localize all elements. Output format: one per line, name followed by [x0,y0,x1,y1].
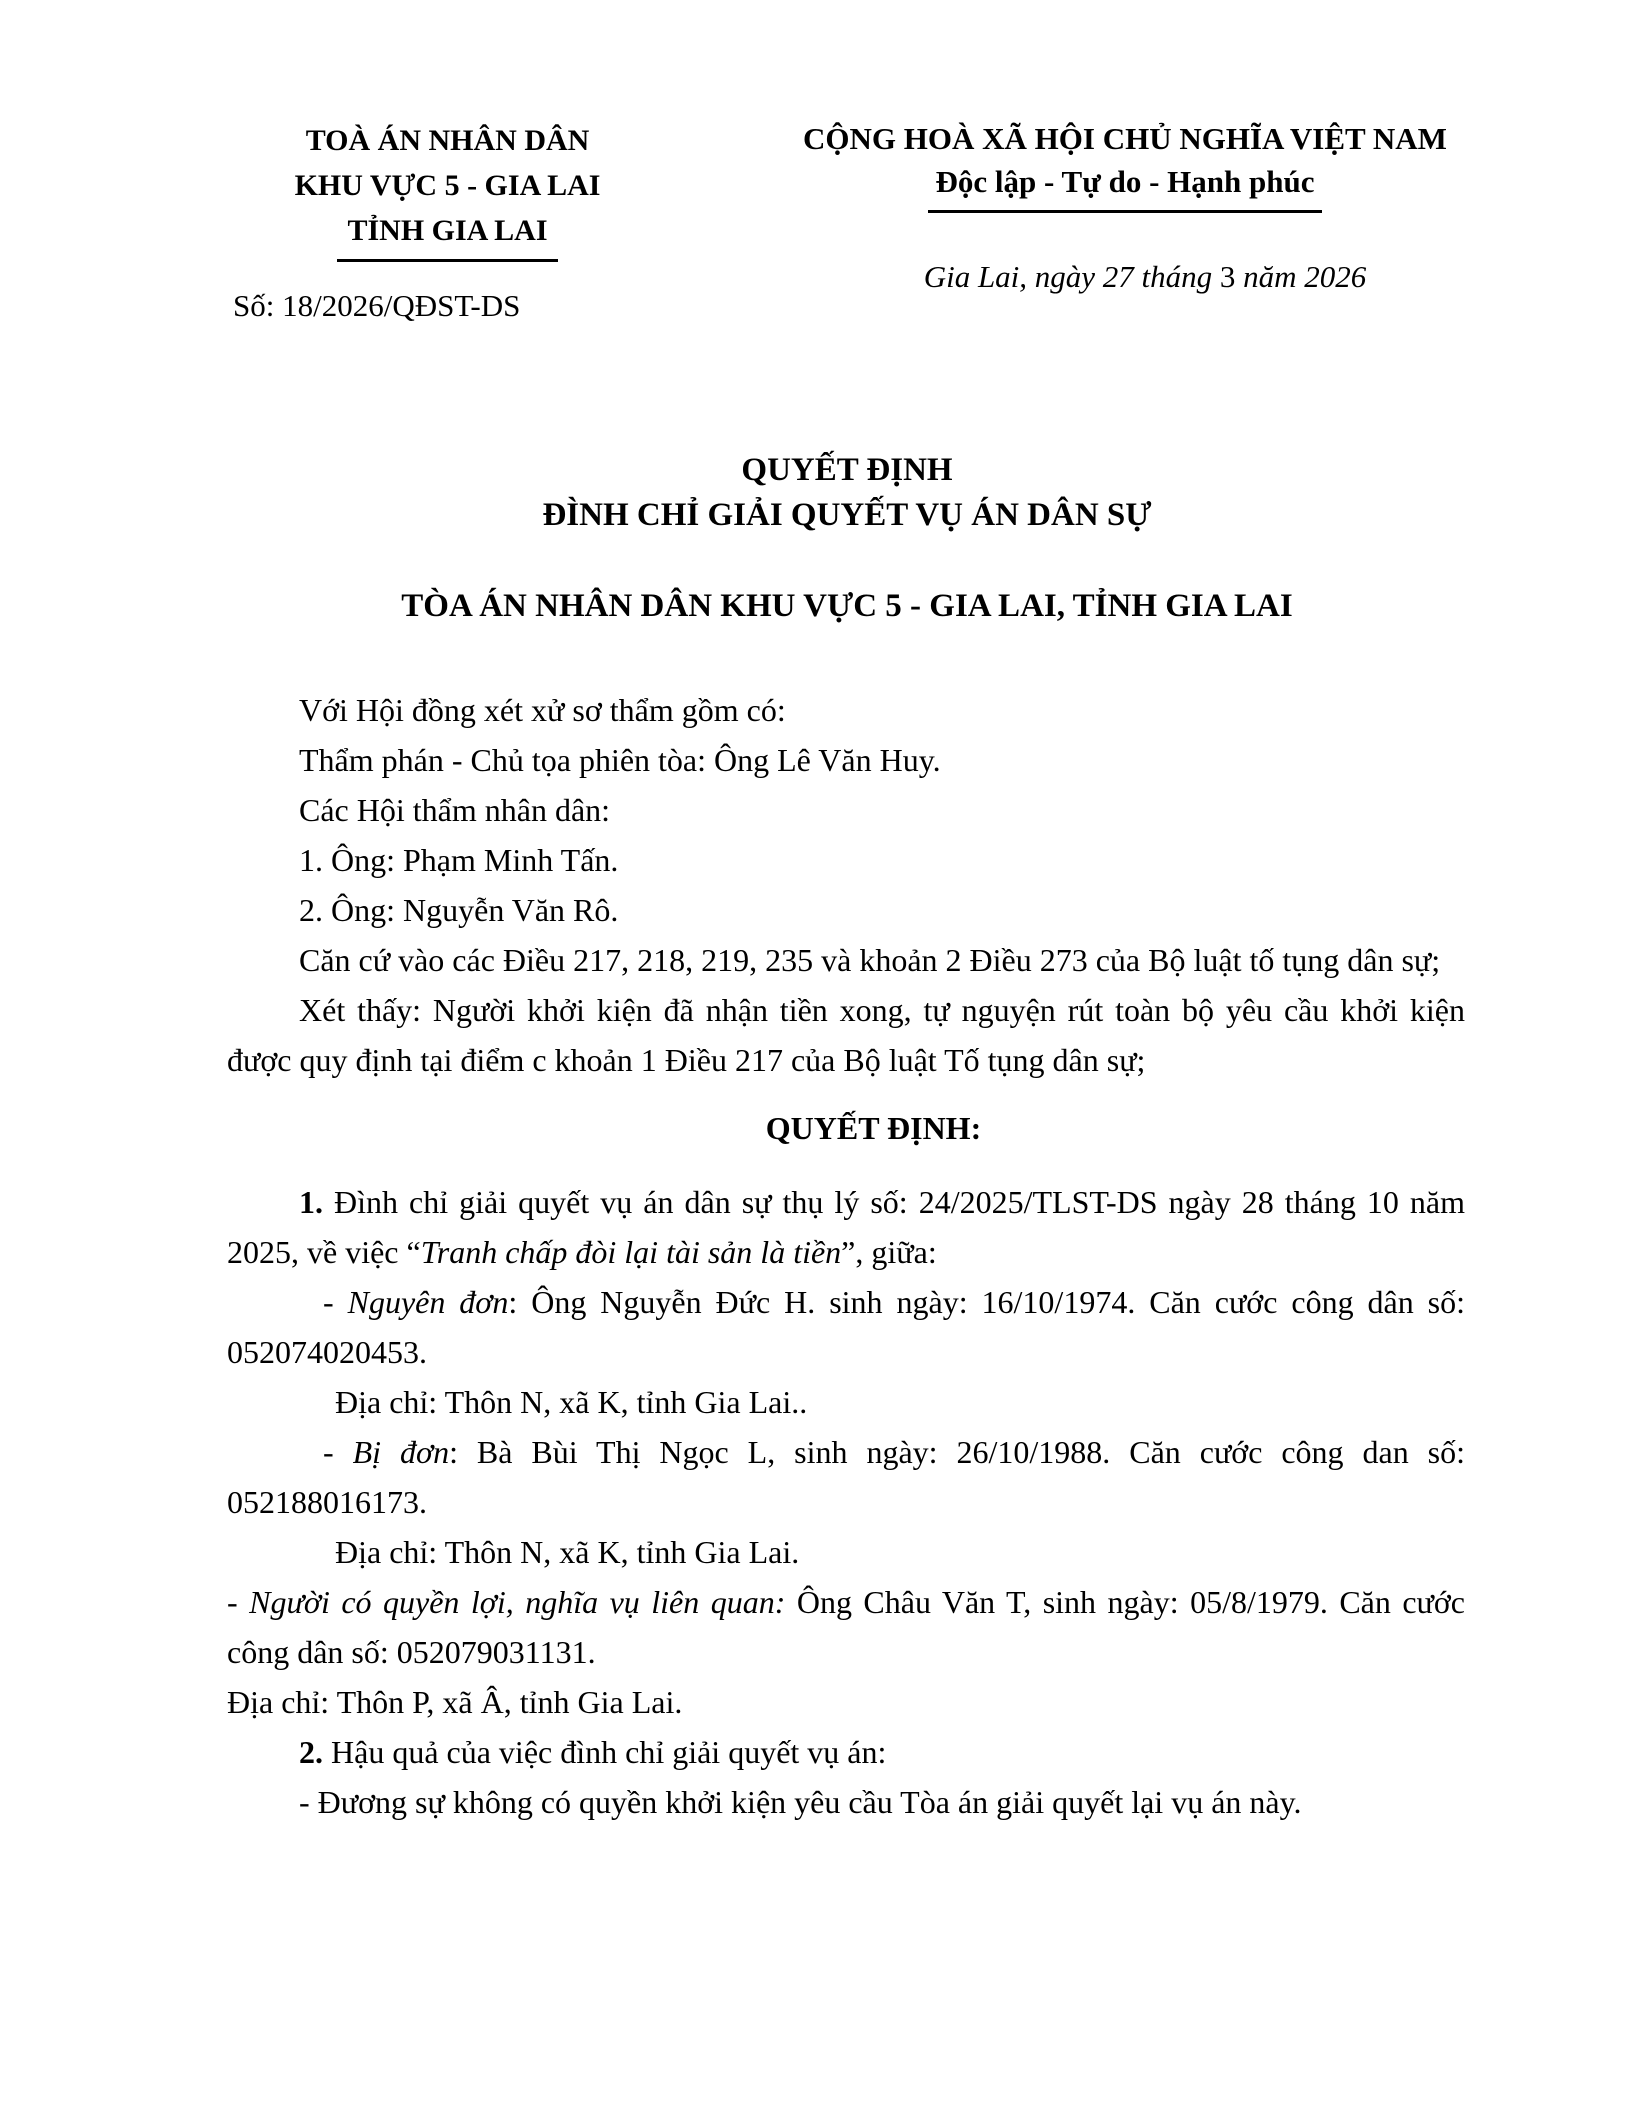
case-name: Tranh chấp đòi lại tài sản là tiền [420,1234,842,1270]
article-1-text-post: ”, giữa: [841,1234,937,1270]
related-party-paragraph [227,1577,1465,1677]
consideration-paragraph: Xét thấy: Người khởi kiện đã nhận tiền xong, tự nguyện rút toàn bộ yêu cầu khởi kiện được quy định tại điểm c khoản 1 Điều 217 của Bộ luật Tố tụng dân sự; [227,992,1465,1078]
article-2-text: Hậu quả của việc đình chỉ giải quyết vụ án: [323,1734,887,1770]
juror-2: 2. Ông: Nguyễn Văn Rô. [299,892,619,928]
decision-heading: QUYẾT ĐỊNH: [765,1110,982,1146]
defendant-details: : Bà Bùi Thị Ngọc L, sinh ngày: 26/10/1988. Căn cước công dan số: 052188016173. [227,1434,1466,1520]
plaintiff-paragraph [227,1277,1465,1377]
plaintiff-details: : Ông Nguyễn Đức H. sinh ngày: 16/10/1974. Căn cước công dân số: 052074020453. [227,1284,1466,1370]
plaintiff-address: Địa chỉ: Thôn N, xã K, tỉnh Gia Lai.. [335,1384,808,1420]
related-party-role: Người có quyền lợi, nghĩa vụ liên quan: [249,1584,786,1620]
article-1-paragraph [227,1177,1465,1277]
related-party-address: Địa chỉ: Thôn P, xã Â, tỉnh Gia Lai. [227,1684,683,1720]
date-post: năm 2026 [1235,259,1367,294]
jurors-label: Các Hội thẩm nhân dân: [299,792,611,828]
deciding-court-title: TÒA ÁN NHÂN DÂN KHU VỰC 5 - GIA LAI, TỈNH GIA LAI [401,588,1293,624]
national-header-block [725,118,1525,326]
article-2-number: 2. [299,1734,323,1770]
legal-basis-paragraph: Căn cứ vào các Điều 217, 218, 219, 235 và khoản 2 Điều 273 của Bộ luật tố tụng dân sự; [299,942,1441,978]
consequence-paragraph: - Đương sự không có quyền khởi kiện yêu cầu Tòa án giải quyết lại vụ án này. [299,1784,1302,1820]
date-pre: Gia Lai, ngày 27 tháng [923,259,1220,294]
judge-line: Thẩm phán - Chủ tọa phiên tòa: Ông Lê Văn Huy. [299,742,941,778]
document-header [0,0,1632,326]
defendant-dash: - [323,1434,353,1470]
document-title-block [0,448,1632,538]
juror-1: 1. Ông: Phạm Minh Tấn. [299,842,619,878]
related-party-dash: - [227,1584,250,1620]
motto-row [725,160,1525,213]
title-line1: QUYẾT ĐỊNH [741,452,953,488]
court-name-line2: KHU VỰC 5 - GIA LAI [294,169,601,202]
defendant-role: Bị đơn [352,1434,450,1470]
court-name-underlined: TỈNH GIA LAI [337,208,557,262]
court-name-line1: TOÀ ÁN NHÂN DÂN [305,124,590,157]
country-title: CỘNG HOÀ XÃ HỘI CHỦ NGHĨA VIỆT NAM [803,121,1447,156]
national-motto: Độc lập - Tự do - Hạnh phúc [928,162,1323,213]
date-month-number: 3 [1219,259,1236,294]
plaintiff-dash: - [323,1284,348,1320]
article-2-paragraph [227,1727,1465,1777]
document-number: Số: 18/2026/QĐST-DS [233,288,521,323]
defendant-paragraph [227,1427,1465,1527]
related-party-details: Ông Châu Văn T, sinh ngày: 05/8/1979. Căn cước công dân số: 052079031131. [227,1584,1466,1670]
article-1-number: 1. [299,1184,323,1220]
document-body [227,685,1465,1827]
defendant-address: Địa chỉ: Thôn N, xã K, tỉnh Gia Lai. [335,1534,800,1570]
issuing-court-block [185,118,710,326]
title-line2: ĐÌNH CHỈ GIẢI QUYẾT VỤ ÁN DÂN SỰ [542,497,1152,533]
panel-intro: Với Hội đồng xét xử sơ thẩm gồm có: [299,692,786,728]
article-1-text-pre: Đình chỉ giải quyết vụ án dân sự thụ lý số: 24/2025/TLST-DS ngày 28 tháng 10 năm 2025, về việc “ [227,1184,1465,1270]
court-name-line3 [185,208,710,262]
plaintiff-role: Nguyên đơn [347,1284,509,1320]
place-date-line [725,259,1525,295]
